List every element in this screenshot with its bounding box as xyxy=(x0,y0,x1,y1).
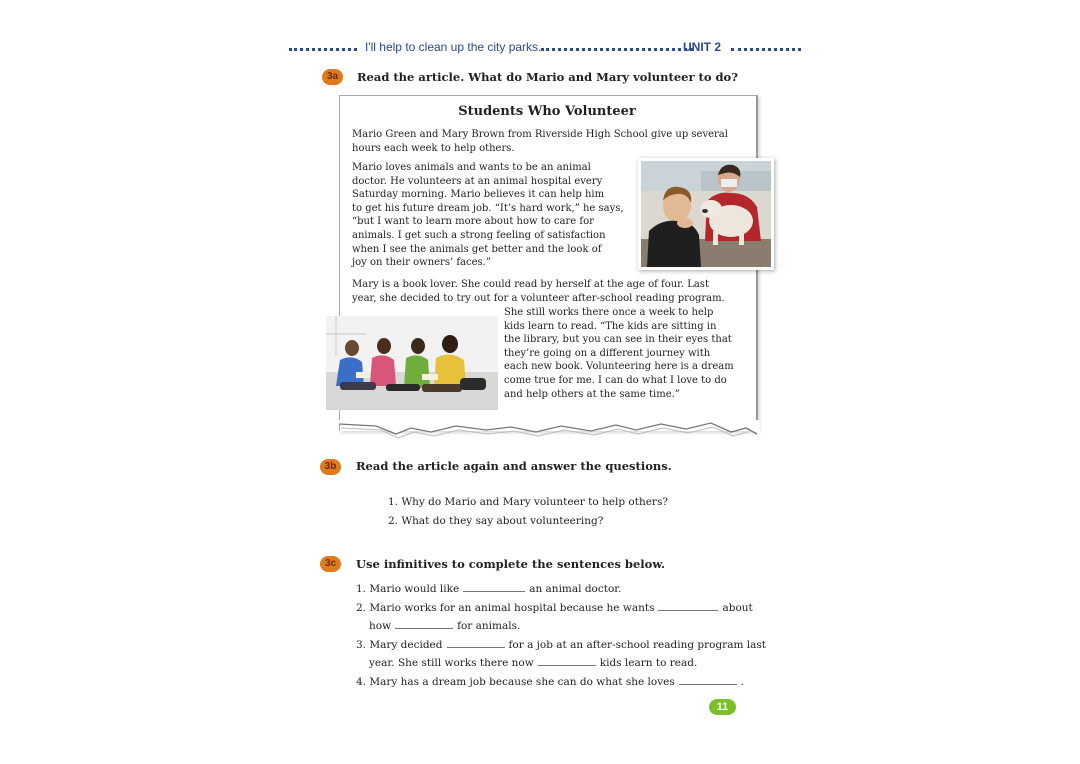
sentence-2-line-2 xyxy=(369,619,520,632)
text-line: they’re going on a different journey with xyxy=(504,347,711,359)
header-dots-middle xyxy=(541,48,693,51)
header-dots-right xyxy=(731,48,801,51)
text-line: Mary is a book lover. She could read by herself at the age of four. Last xyxy=(352,279,709,290)
section-badge-3a: 3a xyxy=(322,69,343,85)
text-line: She still works there once a week to help xyxy=(504,307,714,318)
section-3a-instruction: Read the article. What do Mario and Mary volunteer to do? xyxy=(357,70,738,84)
mary-paragraph-right xyxy=(504,306,734,401)
answer-blank[interactable] xyxy=(447,638,505,648)
text-line: Mario Green and Mary Brown from Riverside High School give up several xyxy=(352,129,728,140)
photo-mario-animal-hospital xyxy=(638,158,774,270)
sentence-3-line-1 xyxy=(356,638,766,651)
answer-blank[interactable] xyxy=(658,601,718,611)
answer-blank[interactable] xyxy=(463,582,525,592)
text-line: hours each week to help others. xyxy=(352,142,515,154)
sentence-text: an animal doctor. xyxy=(529,583,622,595)
mary-paragraph-top xyxy=(352,278,725,305)
text-line: year, she decided to try out for a volunteer after-school reading program. xyxy=(352,292,725,304)
section-badge-3c: 3c xyxy=(320,556,341,572)
page-number: 11 xyxy=(709,699,736,715)
sentence-1 xyxy=(356,582,622,595)
sentence-text: 2. Mario works for an animal hospital because he wants xyxy=(356,602,655,614)
sentence-text: how xyxy=(369,620,392,632)
text-line: come true for me. I can do what I love to do xyxy=(504,374,727,386)
sentence-text: about xyxy=(722,602,753,614)
sentence-text: 4. Mary has a dream job because she can do what she loves xyxy=(356,676,675,688)
sentence-text: . xyxy=(740,676,745,688)
article-title: Students Who Volunteer xyxy=(458,104,636,119)
text-line: when I see the animals get better and the look of xyxy=(352,243,602,255)
sentence-2-line-1 xyxy=(356,601,753,614)
sentence-text: for a job at an after-school reading program last xyxy=(508,639,766,651)
question-1: 1. Why do Mario and Mary volunteer to help others? xyxy=(388,496,668,508)
answer-blank[interactable] xyxy=(395,619,453,629)
header-dots-left xyxy=(289,48,357,51)
text-line: each new book. Volunteering here is a dream xyxy=(504,361,734,373)
text-line: doctor. He volunteers at an animal hospital every xyxy=(352,175,603,187)
text-line: animals. I get such a strong feeling of satisfaction xyxy=(352,229,606,241)
sentence-text: for animals. xyxy=(457,620,521,632)
section-badge-3b: 3b xyxy=(320,459,341,475)
sentence-3-line-2 xyxy=(369,656,697,669)
sentence-text: kids learn to read. xyxy=(599,657,698,669)
header-title: I'll help to clean up the city parks. xyxy=(365,40,542,54)
text-line: joy on their owners’ faces.” xyxy=(352,257,491,269)
sentence-4 xyxy=(356,675,744,688)
unit-label: UNIT 2 xyxy=(683,40,722,54)
sentence-text: 3. Mary decided xyxy=(356,639,443,651)
text-line: “but I want to learn more about how to care for xyxy=(352,216,594,228)
text-line: kids learn to read. “The kids are sitting in xyxy=(504,320,717,332)
text-line: and help others at the same time.” xyxy=(504,388,680,400)
sentence-text: 1. Mario would like xyxy=(356,583,460,595)
text-line: to get his future dream job. “It’s hard work,” he says, xyxy=(352,202,624,214)
text-line: Mario loves animals and wants to be an animal xyxy=(352,162,591,173)
photo-kids-reading xyxy=(326,316,498,410)
page-header xyxy=(285,38,805,60)
mario-paragraph xyxy=(352,161,624,270)
sentence-text: year. She still works there now xyxy=(369,657,534,669)
answer-blank[interactable] xyxy=(538,656,596,666)
section-3b-instruction: Read the article again and answer the questions. xyxy=(356,459,672,473)
article-intro xyxy=(352,128,728,155)
text-line: Saturday morning. Mario believes it can help him xyxy=(352,189,605,201)
torn-paper-edge xyxy=(336,420,760,444)
answer-blank[interactable] xyxy=(679,675,737,685)
text-line: the library, but you can see in their eyes that xyxy=(504,334,732,346)
section-3c-instruction: Use infinitives to complete the sentences below. xyxy=(356,557,666,571)
question-2: 2. What do they say about volunteering? xyxy=(388,515,604,527)
